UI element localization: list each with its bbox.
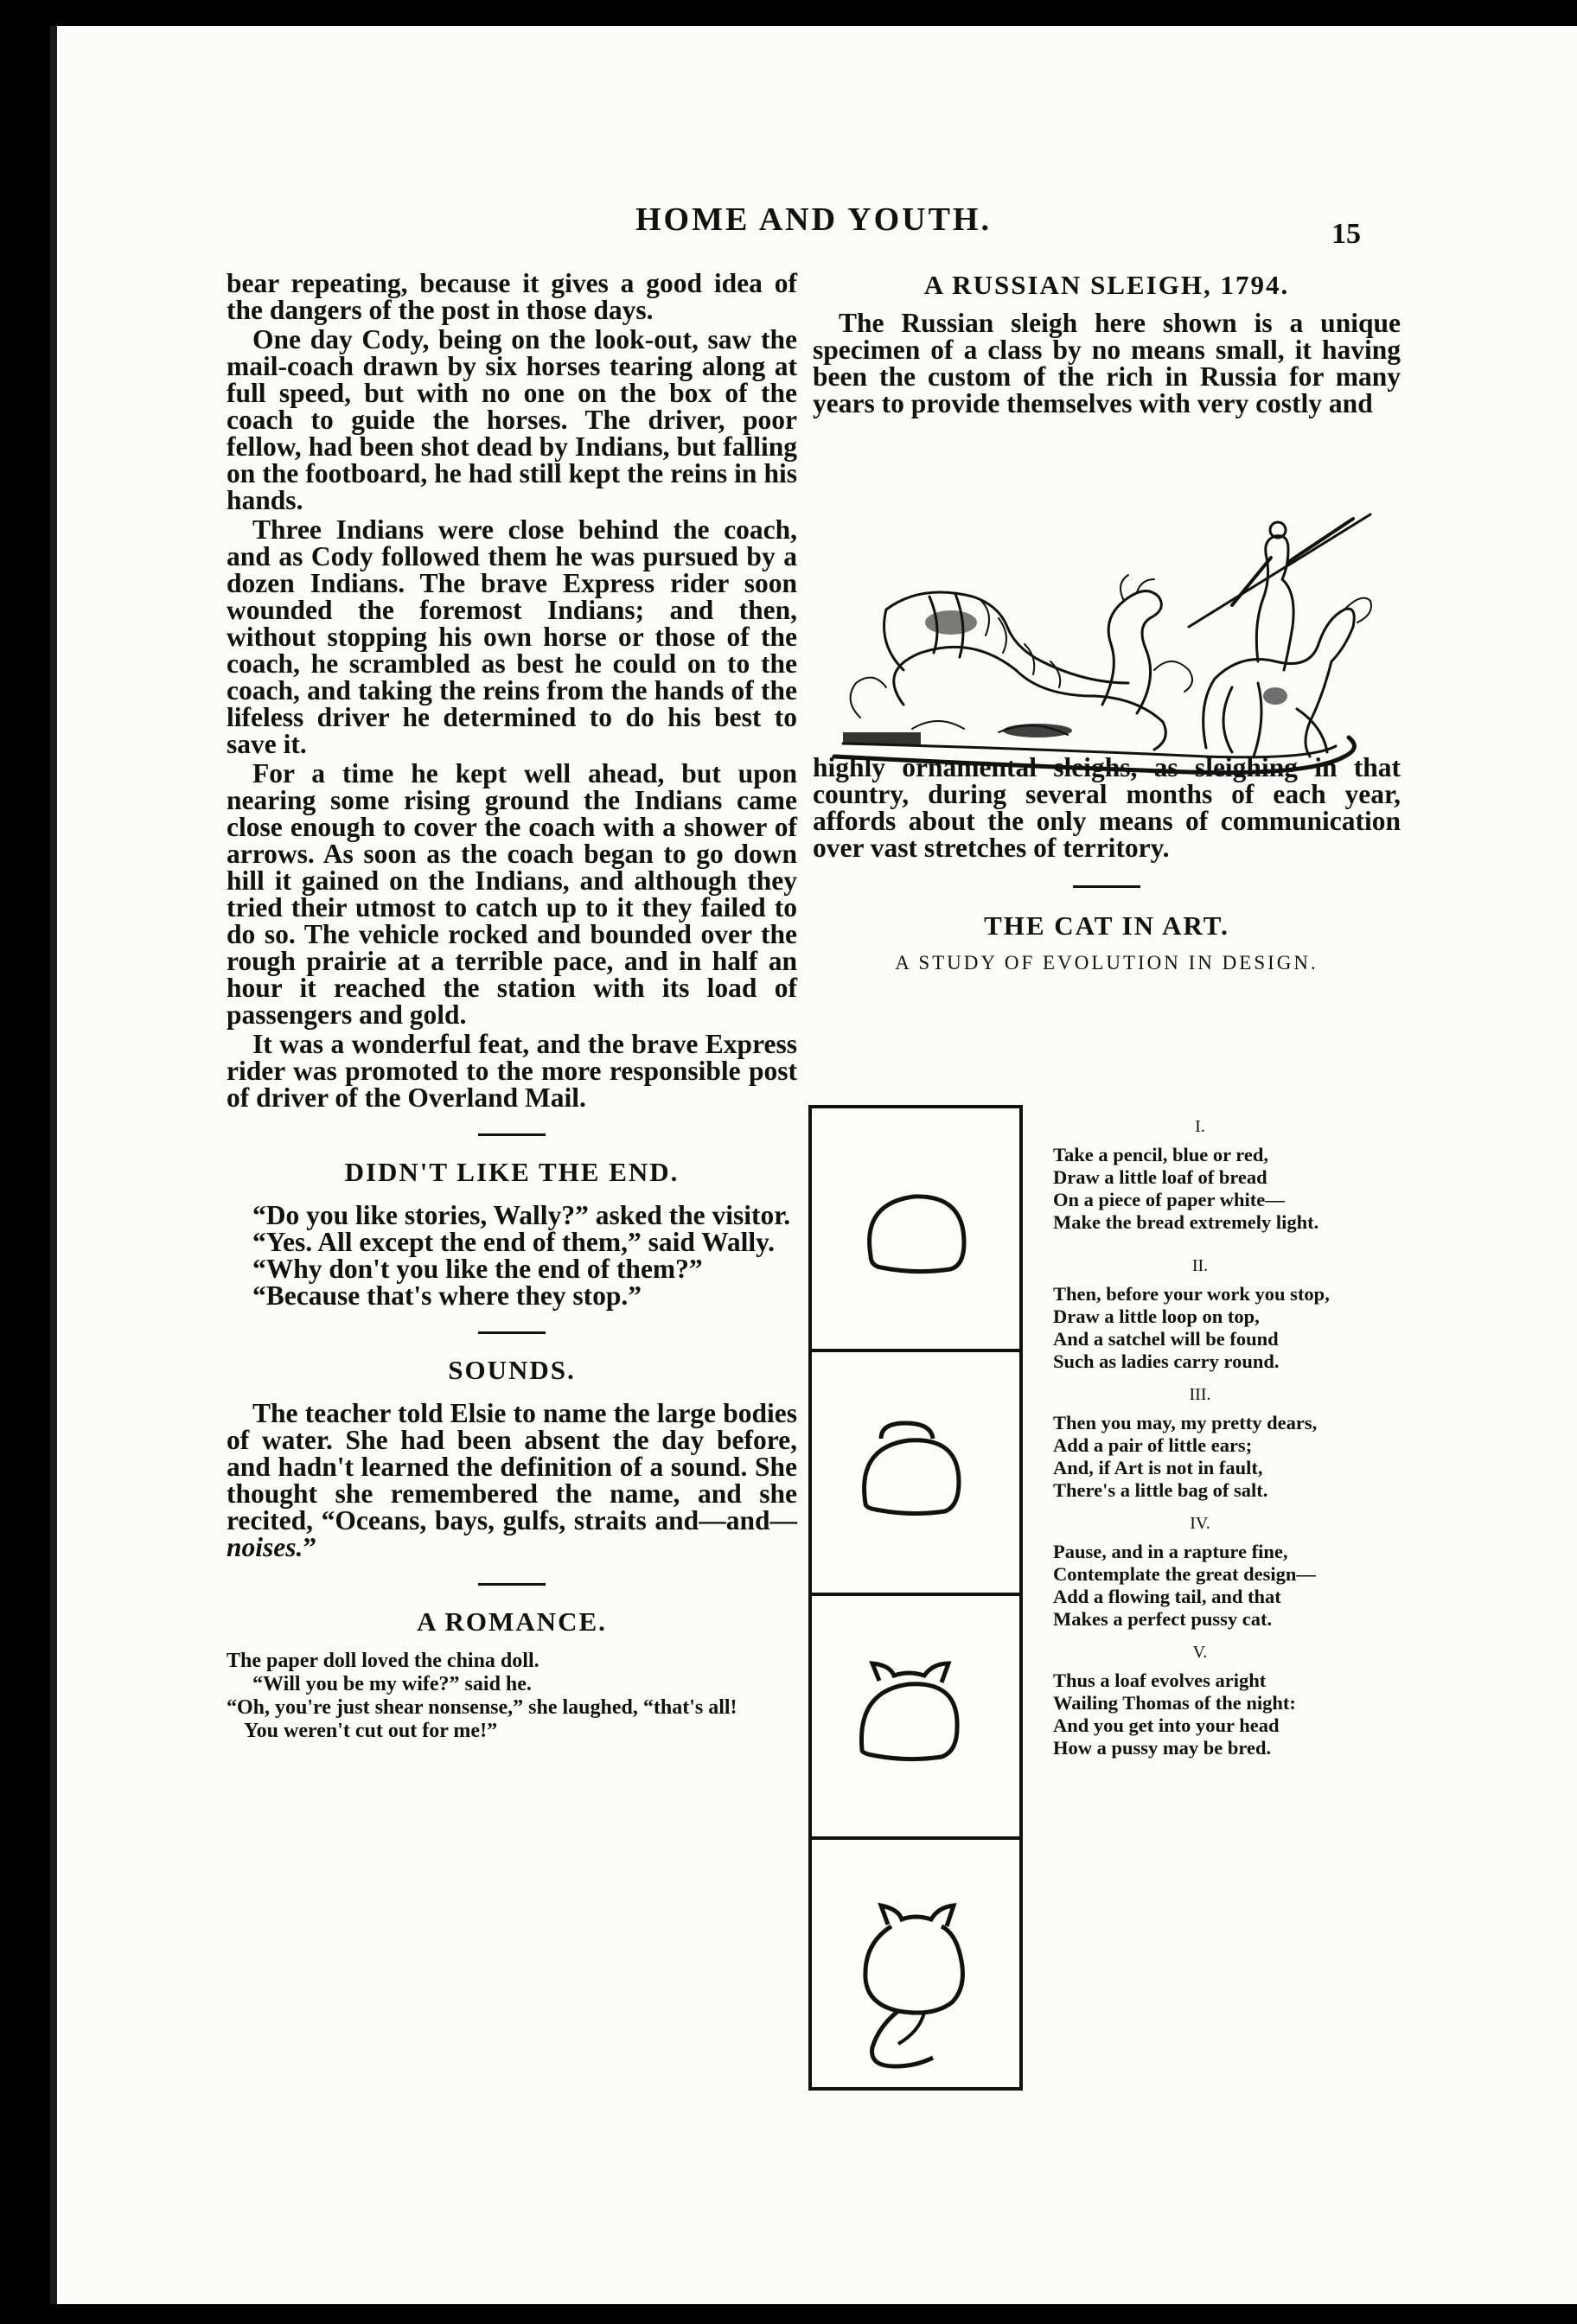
stanza	[1053, 1514, 1347, 1631]
romance-line: “Oh, you're just shear nonsense,” she laughed, “that's all!	[227, 1696, 737, 1719]
romance-verse	[227, 1650, 797, 1743]
poem-line: And, if Art is not in fault,	[1053, 1457, 1263, 1478]
poem-line: How a pussy may be bred.	[1053, 1737, 1272, 1759]
russian-sleigh-illustration	[826, 497, 1379, 787]
romance-line: You weren't cut out for me!”	[244, 1720, 498, 1742]
left-column	[227, 270, 797, 1743]
romance-title: A ROMANCE.	[417, 1606, 607, 1637]
dialogue-line: “Why don't you like the end of them?”	[252, 1254, 703, 1284]
cody-paragraph: One day Cody, being on the look-out, saw the mail-coach drawn by six horses tearing along at full speed, but with no one on the box of the coach to guide the horses. The driver, poor fellow, had been shot dead by Indians, but falling on the footboard, he had still kept the reins in his hands.	[227, 324, 797, 515]
sounds-punchline: noises.	[227, 1532, 303, 1562]
sounds-text: The teacher told Elsie to name the large bodies of water. She had been absent the day before, and hadn't learned the definition of a sound. She thought she remembered the name, and she recited, “Oceans, bays, gulfs, straits and—and—	[227, 1398, 797, 1536]
cody-paragraph: For a time he kept well ahead, but upon nearing some rising ground the Indians came close enough to cover the coach with a shower of arrows. As soon as the coach began to go down hill it gained on the Indians, and although they tried their utmost to catch up to it they failed to do so. The vehicle rocked and bounded over the rough prairie at a terrible pace, and in half an hour it reached the station with its load of passengers and gold.	[227, 758, 797, 1030]
poem-line: Makes a perfect pussy cat.	[1053, 1608, 1273, 1630]
panel-satchel	[812, 1352, 1019, 1596]
romance-line: The paper doll loved the china doll.	[227, 1650, 540, 1672]
cat-ears-drawing	[812, 1596, 1019, 1840]
panel-loaf	[812, 1108, 1019, 1352]
stanza	[1053, 1385, 1347, 1502]
poem-line: Pause, and in a rapture fine,	[1053, 1541, 1288, 1562]
sounds-title: SOUNDS.	[448, 1355, 576, 1385]
cody-paragraph: It was a wonderful feat, and the brave Express rider was promoted to the more responsible post of driver of the Overland Mail.	[227, 1029, 797, 1113]
stanza	[1053, 1117, 1347, 1234]
poem-line: Contemplate the great design—	[1053, 1563, 1316, 1585]
didnt-like-title: DIDN'T LIKE THE END.	[344, 1157, 680, 1187]
poem-line: Then you may, my pretty dears,	[1053, 1412, 1318, 1433]
page-number: 15	[1331, 218, 1361, 250]
section-divider	[478, 1133, 546, 1136]
section-divider	[1073, 885, 1140, 888]
poem-line: And you get into your head	[1053, 1714, 1280, 1736]
stanza	[1053, 1256, 1347, 1373]
stanza-numeral: IV.	[1190, 1514, 1210, 1533]
poem-line: Add a pair of little ears;	[1053, 1434, 1253, 1456]
stanza-numeral: V.	[1192, 1643, 1208, 1662]
cody-paragraph: Three Indians were close behind the coach, and as Cody followed them he was pursued by a dozen Indians. The brave Express rider soon wounded the foremost Indians; and then, without stopping his own horse or those of the coach, he scrambled as best he could on to the coach, and taking the reins from the hands of the lifeless driver he determined to do his best to save it.	[227, 514, 797, 759]
sounds-paragraph	[227, 1400, 797, 1561]
loaf-drawing	[812, 1108, 1019, 1352]
cody-paragraph: bear repeating, because it gives a good idea of the dangers of the post in those days.	[227, 268, 797, 325]
poem-line: Make the bread extremely light.	[1053, 1211, 1319, 1233]
panel-cat-ears	[812, 1596, 1019, 1840]
cat-title: THE CAT IN ART.	[984, 910, 1229, 941]
dialogue-line: “Because that's where they stop.”	[252, 1280, 642, 1311]
dialogue-line: “Yes. All except the end of them,” said Wally.	[252, 1227, 776, 1257]
stanza	[1053, 1643, 1347, 1759]
stanza-numeral: I.	[1195, 1117, 1205, 1136]
section-divider	[478, 1583, 546, 1586]
poem-line: Such as ladies carry round.	[1053, 1350, 1280, 1372]
sleigh-text-continued: highly ornamental sleighs, as sleighing in that country, during several months of each year, affords about the only means of communication over vast stretches of territory.	[813, 752, 1401, 863]
poem-line: Thus a loaf evolves aright	[1053, 1670, 1267, 1691]
poem-line: And a satchel will be found	[1053, 1328, 1279, 1350]
romance-line: “Will you be my wife?” said he.	[252, 1673, 532, 1695]
panel-pussy-cat	[812, 1840, 1019, 2084]
satchel-drawing	[812, 1352, 1019, 1596]
poem-line: Then, before your work you stop,	[1053, 1283, 1330, 1305]
poem-line: Wailing Thomas of the night:	[1053, 1692, 1296, 1714]
poem-line: Draw a little loaf of bread	[1053, 1166, 1267, 1188]
running-title: HOME AND YOUTH.	[635, 201, 992, 238]
stanza-numeral: II.	[1191, 1256, 1209, 1275]
poem-line: Add a flowing tail, and that	[1053, 1586, 1281, 1607]
poem-line: There's a little bag of salt.	[1053, 1479, 1268, 1501]
stanza-numeral: III.	[1189, 1385, 1211, 1404]
cat-subtitle: A STUDY OF EVOLUTION IN DESIGN.	[895, 952, 1318, 974]
poem-line: On a piece of paper white—	[1053, 1189, 1285, 1210]
dialogue-line: “Do you like stories, Wally?” asked the visitor.	[252, 1200, 791, 1230]
sleigh-title: A RUSSIAN SLEIGH, 1794.	[923, 270, 1290, 300]
page-gutter	[50, 26, 57, 2304]
sleigh-text: The Russian sleigh here shown is a unique specimen of a class by no means small, it having been the custom of the rich in Russia for many years to provide themselves with very costly and	[813, 308, 1401, 418]
poem-line: Draw a little loop on top,	[1053, 1306, 1260, 1327]
poem-line: Take a pencil, blue or red,	[1053, 1144, 1268, 1165]
cat-poem	[1053, 1117, 1347, 1759]
pussy-cat-drawing	[812, 1840, 1019, 2091]
cat-evolution-panels	[808, 1105, 1023, 2091]
sounds-closing-quote: ”	[303, 1532, 317, 1562]
section-divider	[478, 1331, 546, 1334]
